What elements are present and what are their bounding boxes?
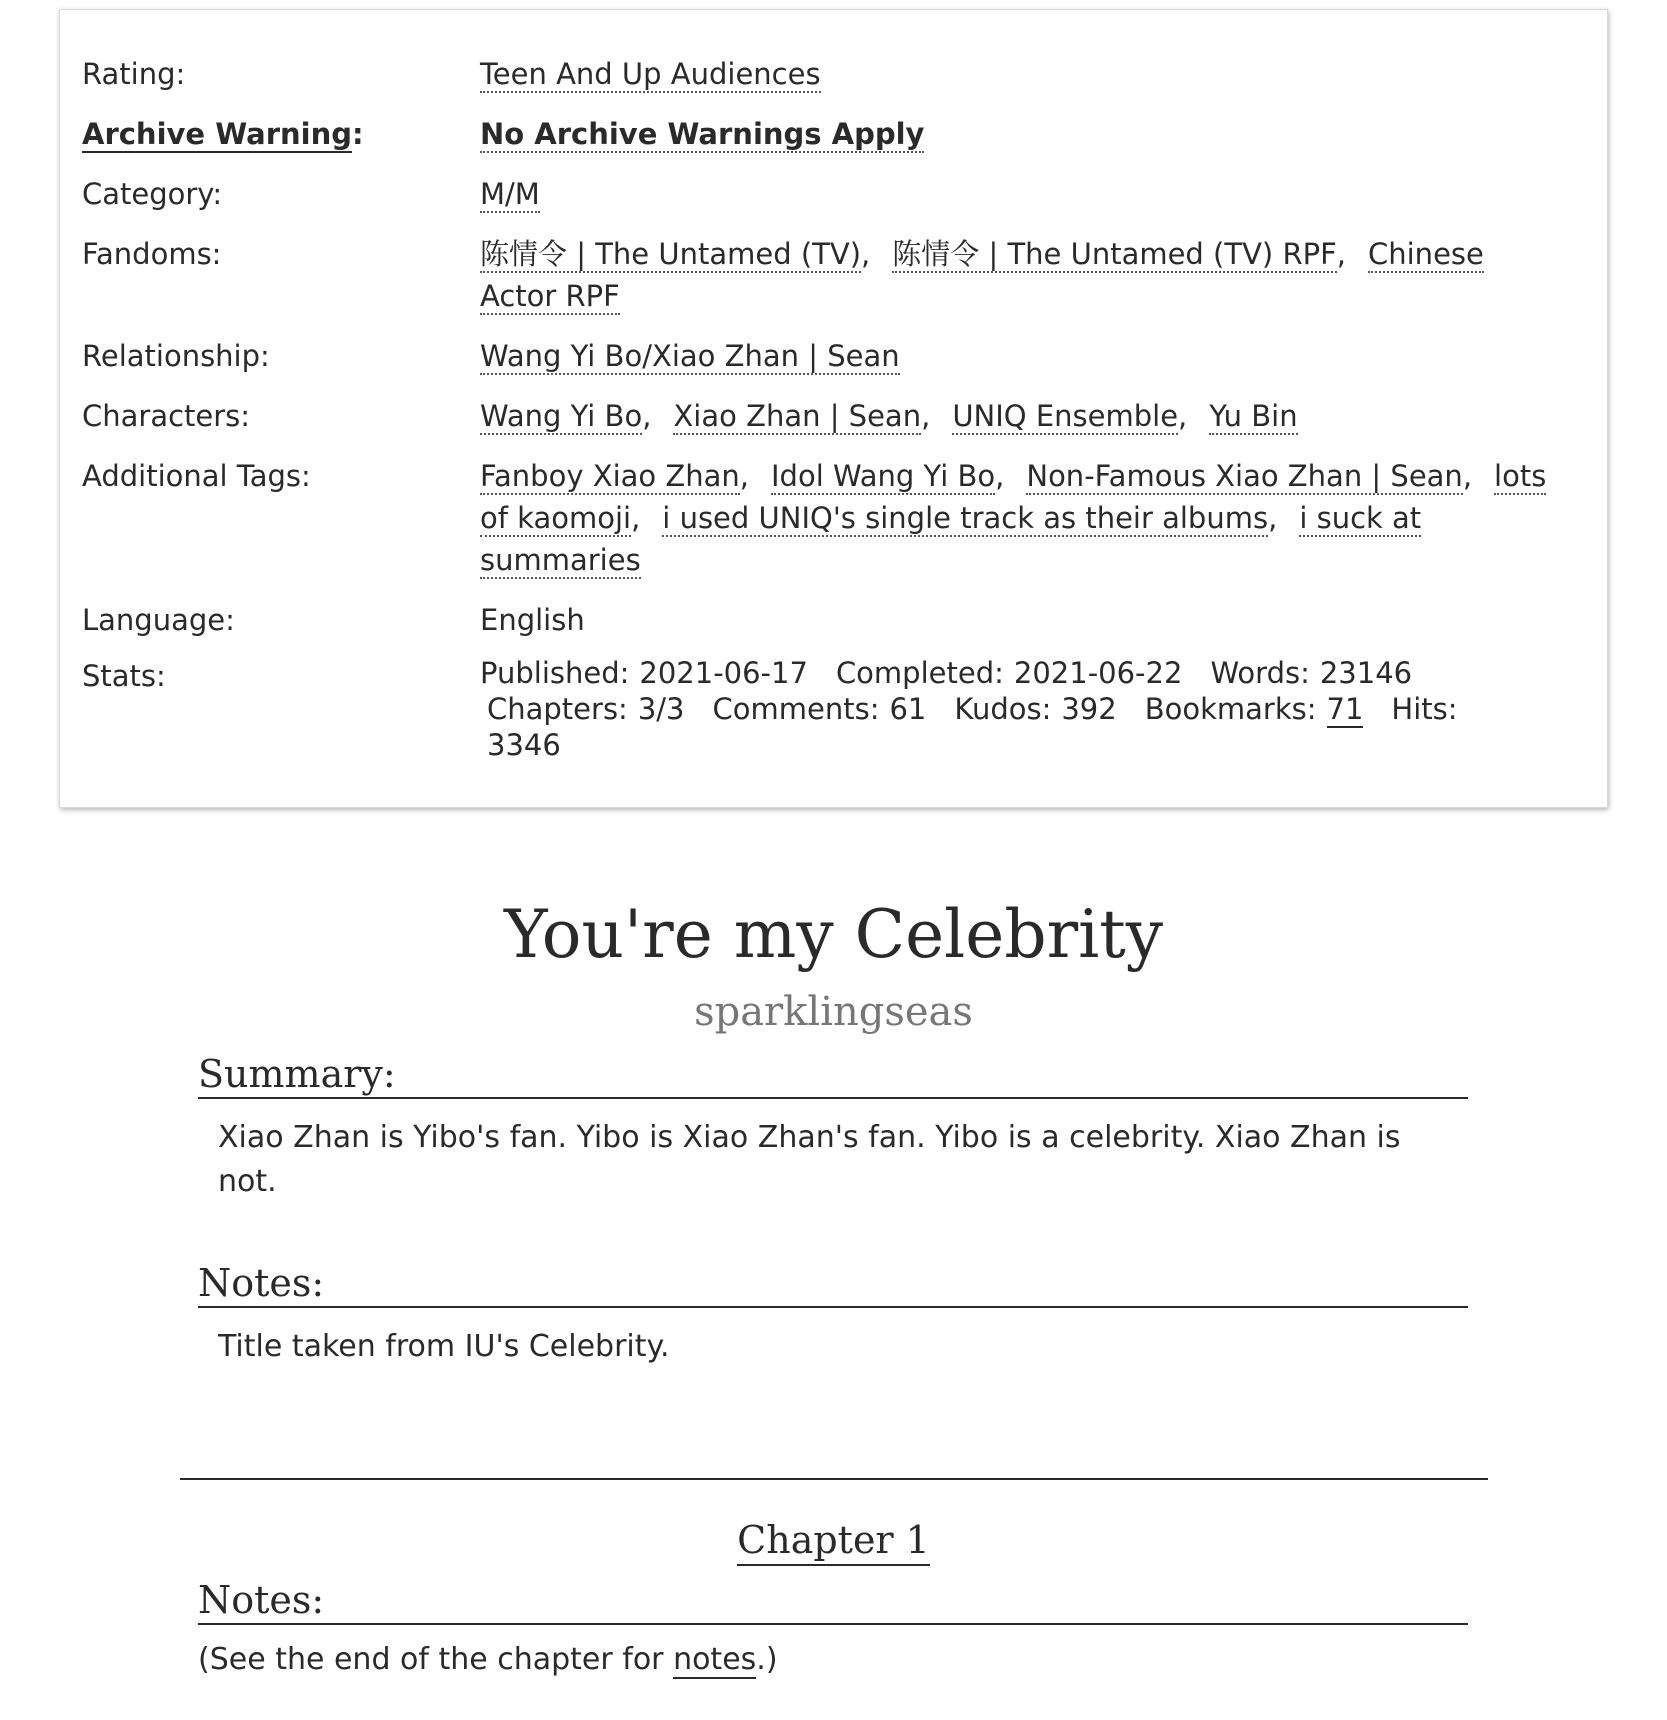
rating-tag[interactable]: Teen And Up Audiences xyxy=(480,57,821,91)
freeform-tag[interactable]: Non-Famous Xiao Zhan | Sean xyxy=(1026,459,1463,493)
chapter-note xyxy=(198,1638,778,1682)
fandom-tag[interactable]: Chinese Actor RPF xyxy=(480,237,1484,313)
work-meta-box xyxy=(59,9,1608,808)
language-value: English xyxy=(480,603,585,637)
stat-bookmarks-link[interactable]: 71 xyxy=(1326,692,1364,726)
chapter-end-notes-link[interactable]: notes xyxy=(673,1642,757,1677)
category-tag[interactable]: M/M xyxy=(480,177,540,211)
additional-tags-label: Additional Tags: xyxy=(82,459,311,493)
character-tag[interactable]: UNIQ Ensemble xyxy=(952,399,1179,433)
fandom-tag[interactable]: 陈情令 | The Untamed (TV) xyxy=(480,237,862,271)
stat-completed-value: 2021-06-22 xyxy=(1013,656,1183,690)
freeform-tag[interactable]: Fanboy Xiao Zhan xyxy=(480,459,740,493)
chapter-title-wrap xyxy=(0,1516,1667,1564)
fandoms-label: Fandoms: xyxy=(82,237,222,271)
chapter-divider xyxy=(180,1478,1488,1480)
language-label: Language: xyxy=(82,603,235,637)
stat-chapters-label: Chapters: xyxy=(487,692,628,726)
fandoms-list: 陈情令 | The Untamed (TV), 陈情令 | The Untamed (TV) RPF, Chinese Actor RPF xyxy=(480,237,1484,313)
stat-published-value: 2021-06-17 xyxy=(639,656,808,690)
stat-bookmarks-label: Bookmarks: xyxy=(1144,692,1317,726)
chapter-title-link[interactable]: Chapter 1 xyxy=(737,1518,930,1566)
character-tag[interactable]: Wang Yi Bo xyxy=(480,399,643,433)
additional-tags-list: Fanboy Xiao Zhan, Idol Wang Yi Bo, Non-Famous Xiao Zhan | Sean, lots of kaomoji, i used UNIQ's single track as their albums, i suck at summaries xyxy=(480,459,1547,577)
stat-chapters-value: 3/3 xyxy=(637,692,685,726)
stat-comments-label: Comments: xyxy=(712,692,880,726)
stat-comments-value: 61 xyxy=(889,692,927,726)
stats-list xyxy=(480,655,1567,763)
stat-words-value: 23146 xyxy=(1319,656,1413,690)
fandom-tag[interactable]: 陈情令 | The Untamed (TV) RPF xyxy=(892,237,1337,271)
stats-label: Stats: xyxy=(82,659,166,693)
character-tag[interactable]: Xiao Zhan | Sean xyxy=(673,399,922,433)
relationship-tag[interactable]: Wang Yi Bo/Xiao Zhan | Sean xyxy=(480,339,900,373)
characters-list: Wang Yi Bo, Xiao Zhan | Sean, UNIQ Ensemble, Yu Bin xyxy=(480,399,1298,433)
work-title: You're my Celebrity xyxy=(503,896,1164,973)
summary-heading: Summary: xyxy=(198,1052,1468,1099)
stat-completed-label: Completed: xyxy=(835,656,1004,690)
notes-text: Title taken from IU's Celebrity. xyxy=(218,1329,670,1364)
category-label: Category: xyxy=(82,177,223,211)
character-tag[interactable]: Yu Bin xyxy=(1209,399,1298,433)
work-author[interactable]: sparklingseas xyxy=(694,989,973,1035)
chapter-note-suffix: .) xyxy=(756,1642,778,1677)
stat-kudos-value: 392 xyxy=(1061,692,1117,726)
chapter-note-prefix: (See the end of the chapter for xyxy=(198,1642,674,1677)
rating-label: Rating: xyxy=(82,57,186,91)
stat-kudos-label: Kudos: xyxy=(954,692,1052,726)
freeform-tag[interactable]: i suck at summaries xyxy=(480,501,1422,577)
characters-label: Characters: xyxy=(82,399,251,433)
notes-heading: Notes: xyxy=(198,1261,1468,1308)
stat-words-label: Words: xyxy=(1210,656,1310,690)
stat-published-label: Published: xyxy=(480,656,630,690)
archive-warning-label-wrap xyxy=(82,113,452,155)
stat-hits-value: 3346 xyxy=(487,728,561,762)
archive-warning-colon: : xyxy=(352,117,364,151)
freeform-tag[interactable]: lots of kaomoji xyxy=(480,459,1547,535)
rating-value-wrap xyxy=(480,53,1567,95)
category-value-wrap xyxy=(480,173,1567,215)
relationship-value-wrap xyxy=(480,335,1567,377)
freeform-tag[interactable]: Idol Wang Yi Bo xyxy=(770,459,996,493)
archive-warning-value-wrap xyxy=(480,113,1567,155)
relationship-label: Relationship: xyxy=(82,339,270,373)
chapter-notes-heading: Notes: xyxy=(198,1578,1468,1625)
summary-text: Xiao Zhan is Yibo's fan. Yibo is Xiao Zhan's fan. Yibo is a celebrity. Xiao Zhan is not. xyxy=(218,1120,1401,1199)
freeform-tag[interactable]: i used UNIQ's single track as their albums xyxy=(662,501,1269,535)
archive-warning-tag[interactable]: No Archive Warnings Apply xyxy=(480,117,925,151)
stat-hits-label: Hits: xyxy=(1391,692,1458,726)
archive-warning-label[interactable]: Archive Warning xyxy=(82,117,353,151)
